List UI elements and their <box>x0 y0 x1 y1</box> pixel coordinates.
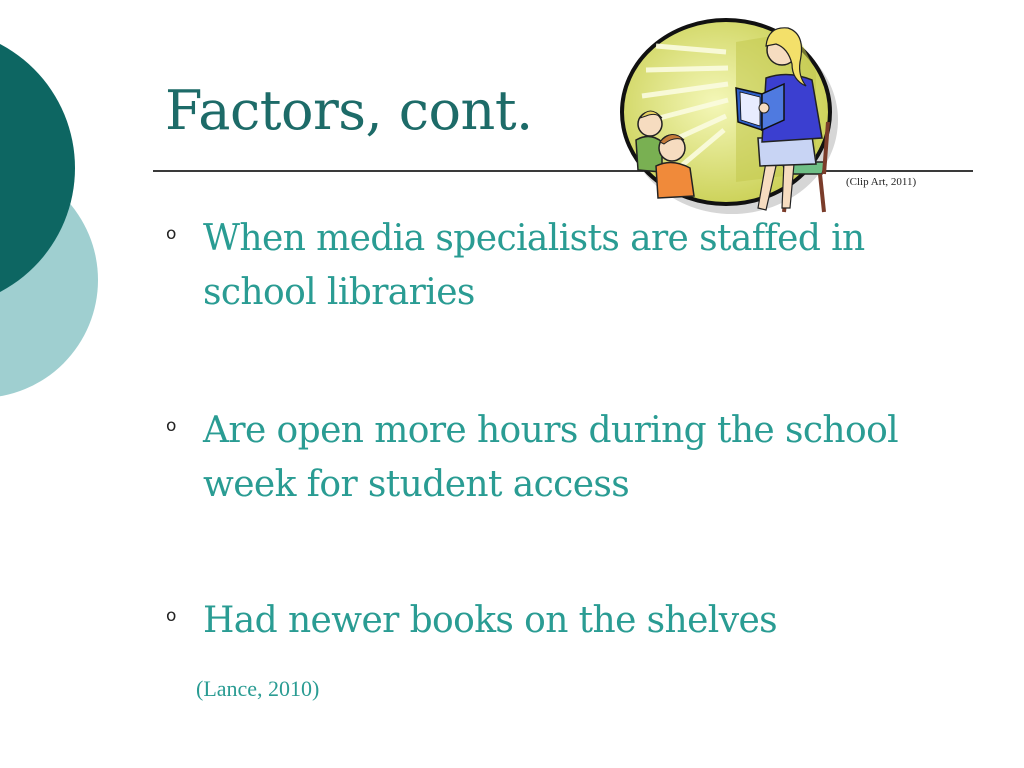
citation: (Lance, 2010) <box>196 676 320 701</box>
bullet-text-2: Are open more hours during the school week for student access <box>203 410 899 505</box>
bullet-circle-icon: o <box>166 224 177 244</box>
bullet-text-1: When media specialists are staffed in school libraries <box>203 218 865 313</box>
slide-title: Factors, cont. <box>165 79 533 142</box>
bullet-circle-icon: o <box>166 606 177 626</box>
bullet-circle-icon: o <box>166 416 177 436</box>
clipart-caption: (Clip Art, 2011) <box>846 176 917 188</box>
clipart-storytime-image <box>616 12 856 217</box>
decorative-circles <box>0 0 110 400</box>
bullet-text-3: Had newer books on the shelves <box>203 600 778 641</box>
